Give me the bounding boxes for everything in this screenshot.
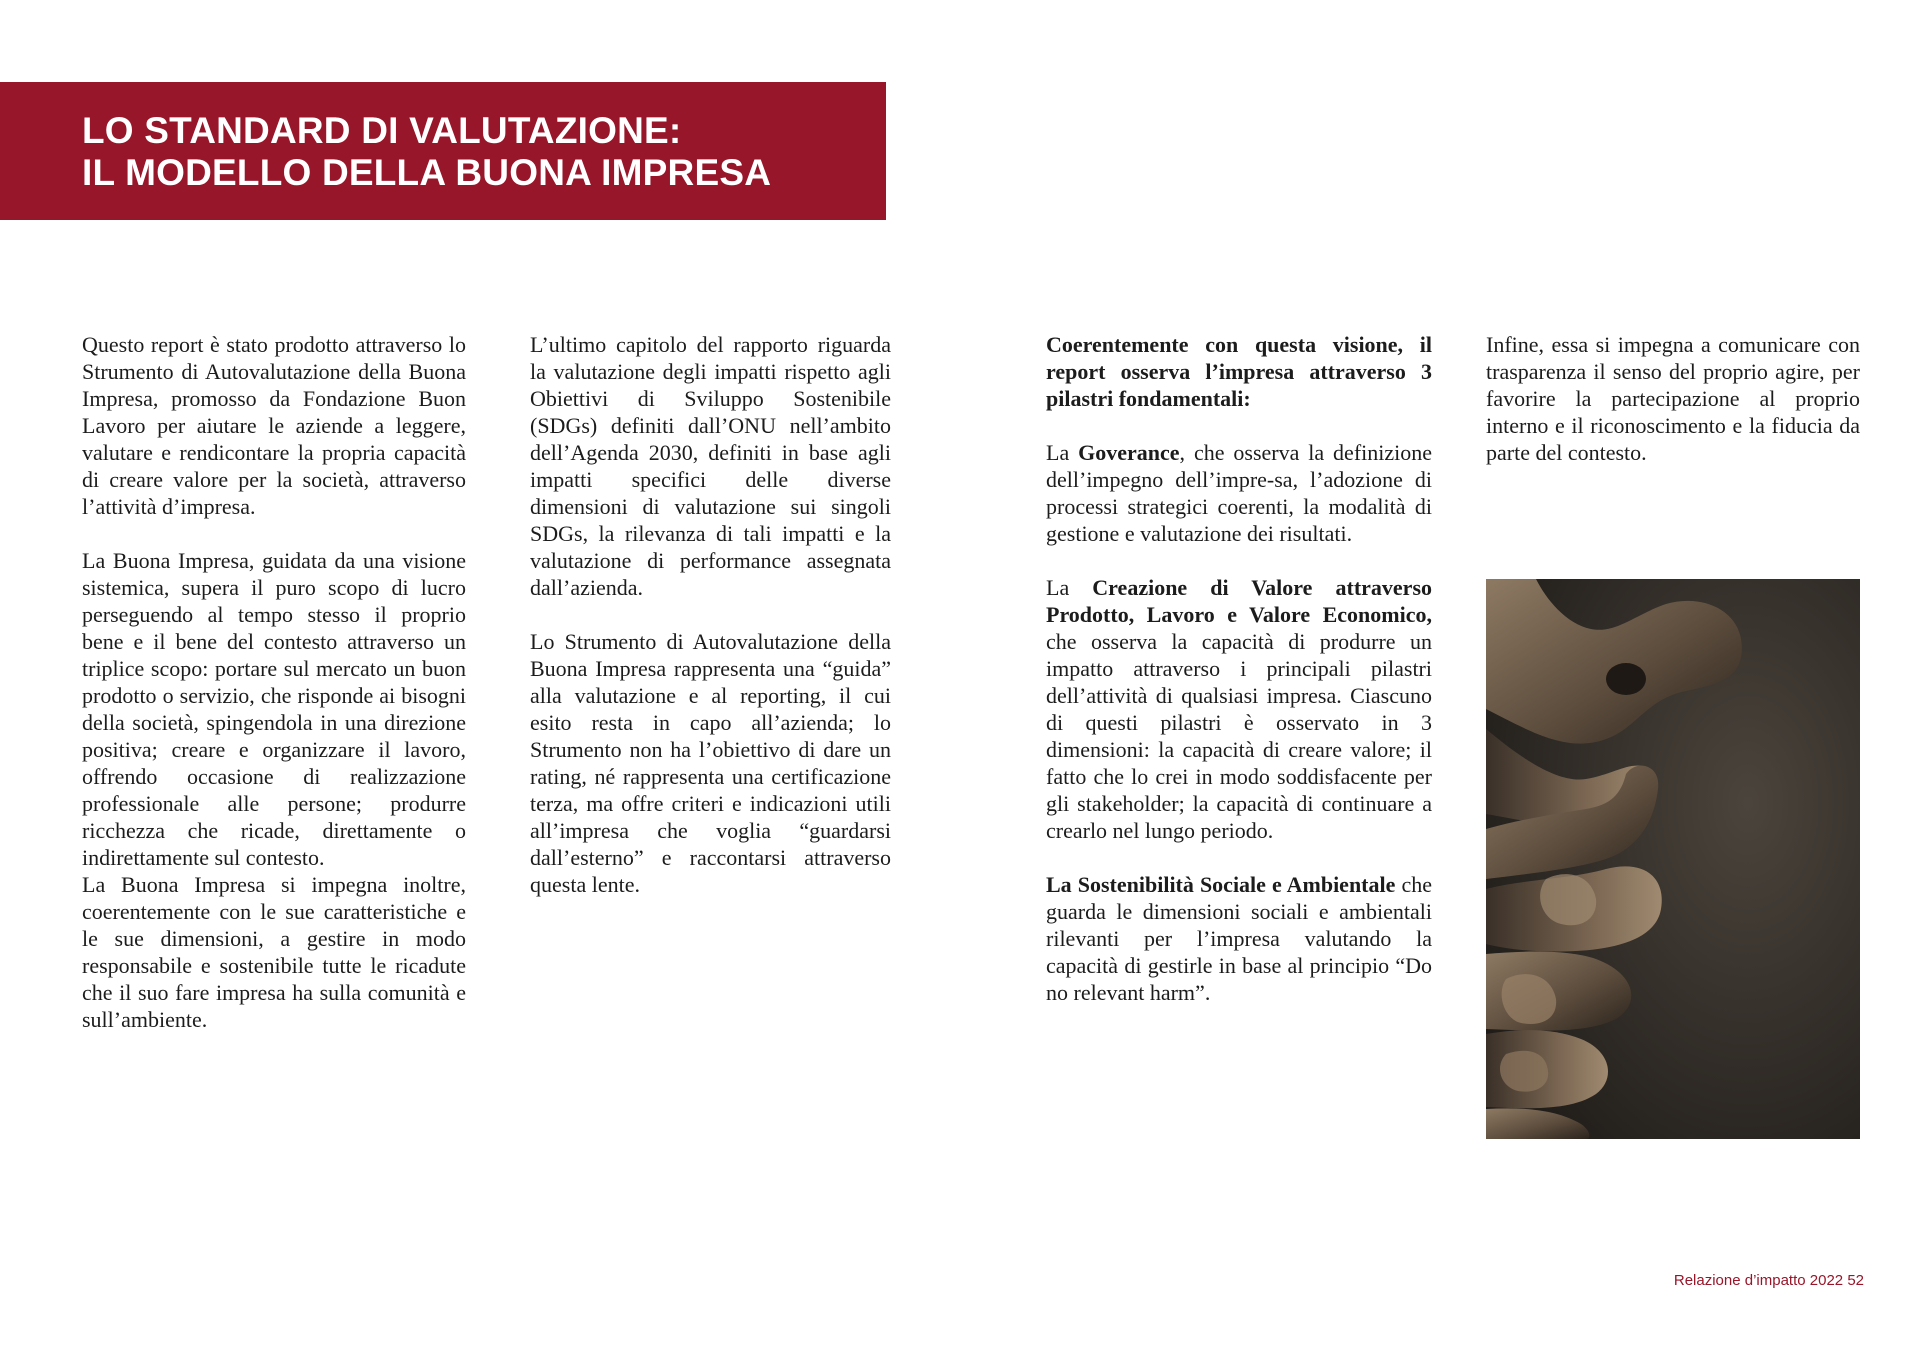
paragraph: Infine, essa si impegna a comunicare con trasparenza il senso del proprio agire, per favorire la partecipazione al proprio interno e il riconoscimento e la fiducia da parte del contesto. [1486, 332, 1860, 465]
pillars-intro [1046, 331, 1432, 412]
page-footer [1674, 1272, 1864, 1289]
text-column-1 [82, 331, 466, 1033]
paragraph: Lo Strumento di Autovalutazione della Buona Impresa rappresenta una “guida” alla valutazione e al reporting, il cui esito resta in capo all’azienda; lo Strumento non ha l’obiettivo di dare un rating, né rappresenta una certificazione terza, ma offre criteri e indicazioni utili all’impresa che voglia “guardarsi dall’esterno” e raccontarsi attraverso questa lente. [530, 629, 891, 897]
page-number: 52 [1847, 1272, 1864, 1289]
text-column-4 [1486, 331, 1860, 466]
pillar-governance-term: Goverance [1078, 440, 1180, 465]
pillar-governance-text: , che osserva la definizione dell’impegno dell’impre-sa, l’adozione di processi strategici coerenti, la modalità di gestione e valutazione dei risultati. [1046, 440, 1433, 546]
pillars-intro-text: Coerentemente con questa visione, il report osserva l’impresa attraverso 3 pilastri fondamentali: [1046, 332, 1432, 411]
pillar-value-text: che osserva la capacità di produrre un impatto attraverso i principali pilastri dell’attività di qualsiasi impresa. Ciascuno di questi pilastri è osservato in 3 dimensioni: la capacità di creare valore; il fatto che lo crei in modo soddisfacente per gli stakeholder; la capacità di continuare a crearlo nel lungo periodo. [1046, 629, 1432, 843]
paragraph: La Buona Impresa, guidata da una visione sistemica, supera il puro scopo di lucro perseguendo al tempo stesso il proprio bene e il bene del contesto attraverso un triplice scopo: portare sul mercato un buon prodotto o servizio, che risponde ai bisogni della società, spingendola in una direzione positiva; creare e organizzare il lavoro, offrendo occasione di realizzazione professionale alle persone; produrre ricchezza che ricade, direttamente o indirettamente sul contesto. [82, 548, 466, 870]
paragraph: La Buona Impresa si impegna inoltre, coerentemente con le sue caratteristiche e le sue dimensioni, a gestire in modo responsabile e sostenibile tutte le ricadute che il suo fare impresa ha sulla comunità e sull’ambiente. [82, 872, 466, 1032]
text-column-3 [1046, 331, 1432, 1006]
text-column-2 [530, 331, 891, 898]
pillar-sustainability-text: che guarda le dimensioni sociali e ambientali rilevanti per l’impresa valutando la capacità di gestirle in base al principio “Do no relevant harm”. [1046, 872, 1432, 1005]
pillar-governance [1046, 439, 1432, 547]
pillar-value-prefix: La [1046, 575, 1093, 600]
paragraph: Questo report è stato prodotto attraverso lo Strumento di Autovalutazione della Buona Impresa, promosso da Fondazione Buon Lavoro per aiutare le aziende a leggere, valutare e rendicontare la propria capacità di creare valore per la società, attraverso l’attività d’impresa. [82, 332, 466, 519]
page-title-line1: LO STANDARD DI VALUTAZIONE: [82, 110, 682, 151]
pillar-sustainability-term: La Sostenibilità Sociale e Ambientale [1046, 872, 1396, 897]
pillar-value-term: Creazione di Valore attraverso Prodotto, Lavoro e Valore Economico, [1046, 575, 1433, 627]
paragraph: L’ultimo capitolo del rapporto riguarda la valutazione degli impatti rispetto agli Obiettivi di Sviluppo Sostenibile (SDGs) definiti dall’ONU nell’ambito dell’Agenda 2030, definiti in base agli impatti specifici delle diverse dimensioni di valutazione sui singoli SDGs, la rilevanza di tali impatti e la valutazione di performance assegnata dall’azienda. [530, 332, 891, 600]
vertebrae-photo [1486, 579, 1860, 1139]
pillar-governance-prefix: La [1046, 440, 1079, 465]
pillar-value-creation [1046, 574, 1432, 844]
pillar-sustainability [1046, 871, 1432, 1006]
page-title-line2: IL MODELLO DELLA BUONA IMPRESA [82, 152, 772, 193]
page-title [82, 110, 771, 194]
footer-report-title: Relazione d’impatto 2022 [1673, 1272, 1844, 1289]
